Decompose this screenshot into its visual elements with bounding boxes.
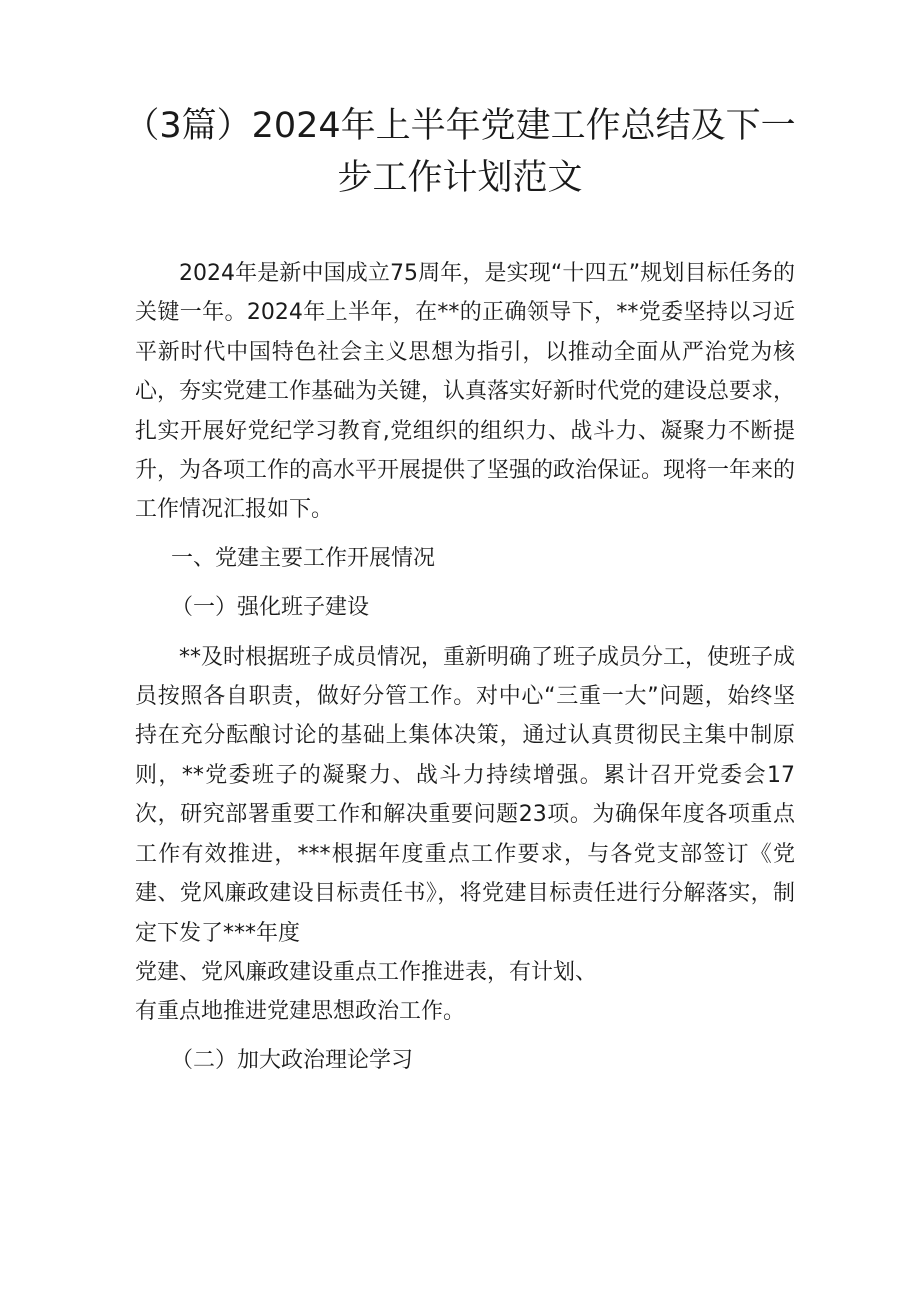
subsection-1-line-a: 党建、党风廉政建设重点工作推进表，有计划、 xyxy=(135,959,598,985)
document-title xyxy=(100,100,820,204)
section-heading-1: 一、党建主要工作开展情况 xyxy=(171,545,436,571)
document-body xyxy=(135,254,795,1080)
subsection-1-line-b: 有重点地推进党建思想政治工作。 xyxy=(135,999,466,1025)
intro-paragraph: 2024年是新中国成立75周年，是实现“十四五”规划目标任务的关键一年。2024年上半年，在**的正确领导下，**党委坚持以习近平新时代中国特色社会主义思想为指引，以推动全面从严治党为核心，夯实党建工作基础为关键，认真落实好新时代党的建设总要求，扎实开展好党纪学习教育,党组织的组织力、战斗力、凝聚力不断提升，为各项工作的高水平开展提供了坚强的政治保证。现将一年来的工作情况汇报如下。 xyxy=(135,261,796,523)
title-line-2: 步工作计划范文 xyxy=(337,158,583,198)
subsection-heading-2: （二）加大政治理论学习 xyxy=(171,1047,414,1073)
title-line-1: （3篇）2024年上半年党建工作总结及下一 xyxy=(124,106,796,146)
subsection-heading-1: （一）强化班子建设 xyxy=(171,595,370,621)
subsection-1-paragraph: **及时根据班子成员情况，重新明确了班子成员分工，使班子成员按照各自职责，做好分管工作。对中心“三重一大”问题，始终坚持在充分酝酿讨论的基础上集体决策，通过认真贯彻民主集中制原则，**党委班子的凝聚力、战斗力持续增强。累计召开党委会17次，研究部署重要工作和解决重要问题23项。为确保年度各项重点工作有效推进，***根据年度重点工作要求，与各党支部签订《党建、党风廉政建设目标责任书》，将党建目标责任进行分解落实，制定下发了***年度 xyxy=(135,644,796,946)
